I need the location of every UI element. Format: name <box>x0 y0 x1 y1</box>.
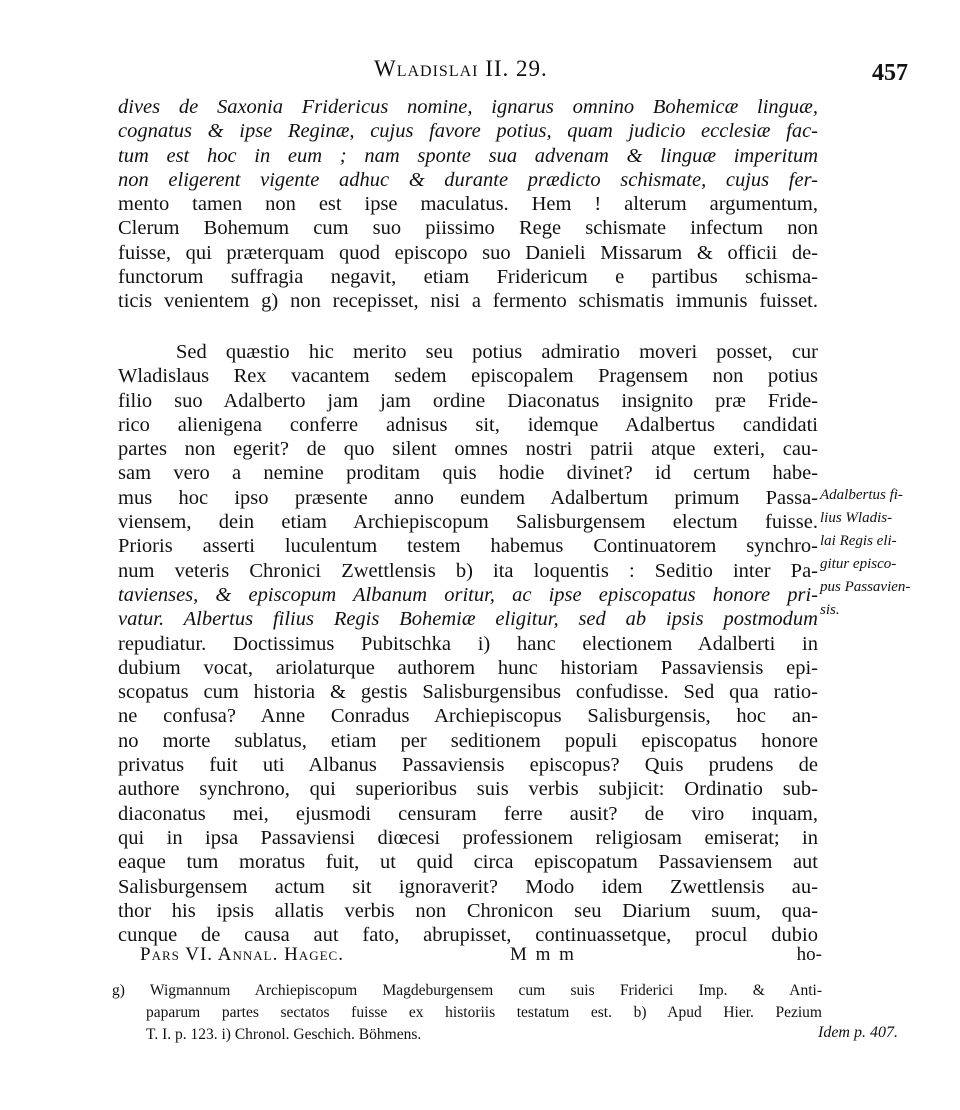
footnote-margin-ref: Idem p. 407. <box>818 1024 898 1041</box>
text-line: eaque tum moratus fuit, ut quid circa episcopatum Passaviensem aut <box>118 851 818 874</box>
text-line: viensem, dein etiam Archiepiscopum Salisburgensem electum fuisse. <box>118 511 818 534</box>
text-line: rico alienigena conferre adnisus sit, idemque Adalbertus candidati <box>118 413 818 436</box>
text-line: cunque de causa aut fato, abrupisset, continuassetque, procul dubio <box>118 924 818 947</box>
footnote-line: g) Wigmannum Archiepiscopum Magdeburgensem cum suis Friderici Imp. & Anti- <box>112 982 822 999</box>
text-line: ticis venientem g) non recepisset, nisi a fermento schismatis immunis fuisset. <box>118 290 818 313</box>
text-line: repudiatur. Doctissimus Pubitschka i) hanc electionem Adalberti in <box>118 632 818 655</box>
text-line: filio suo Adalberto jam jam ordine Diaconatus insignito præ Fride- <box>118 389 818 412</box>
text-line: privatus fuit uti Albanus Passaviensis episcopus? Quis prudens de <box>118 754 818 777</box>
footnotes <box>112 980 822 1046</box>
page-header <box>118 56 908 90</box>
text-line: functorum suffragia negavit, etiam Fridericum e partibus schisma- <box>118 266 818 289</box>
text-line: Clerum Bohemum cum suo piissimo Rege schismate infectum non <box>118 217 818 240</box>
margin-line: sis. <box>820 602 840 618</box>
text-line: sam vero a nemine proditam quis hodie divinet? id certum habe- <box>118 462 818 485</box>
text-line: diaconatus mei, ejusmodi censuram ferre ausit? de viro inquam, <box>118 802 818 825</box>
text-line: Prioris asserti luculentum testem habemus Continuatorem synchro- <box>118 535 818 558</box>
text-line: Salisburgensem actum sit ignoraverit? Modo idem Zwettlensis au- <box>118 875 818 898</box>
margin-line: gitur episco- <box>820 556 897 572</box>
text-line: non eligerent vigente adhuc & durante prædicto schismate, cujus fer- <box>118 168 818 191</box>
text-line: mento tamen non est ipse maculatus. Hem ! alterum argumentum, <box>118 193 818 216</box>
margin-line: lai Regis eli- <box>820 533 897 549</box>
text-line: cognatus & ipse Reginæ, cujus favore potius, quam judicio ecclesiæ fac- <box>118 120 818 143</box>
text-line: tavienses, & episcopum Albanum oritur, ac ipse episcopatus honore pri- <box>118 583 818 606</box>
marginal-note <box>820 484 930 622</box>
text-line: vatur. Albertus filius Regis Bohemiæ eligitur, sed ab ipsis postmodum <box>118 608 818 631</box>
text-line: Wladislaus Rex vacantem sedem episcopalem Pragensem non potius <box>118 365 818 388</box>
text-line: authore synchrono, qui superioribus suis verbis subjicit: Ordinatio sub- <box>118 778 818 801</box>
text-line: tum est hoc in eum ; nam sponte sua advenam & linguæ imperitum <box>118 144 818 167</box>
margin-line: lius Wladis- <box>820 510 893 526</box>
running-head: Wladislai II. 29. <box>374 56 548 81</box>
signature-line <box>118 944 822 970</box>
text-line: dives de Saxonia Fridericus nomine, ignarus omnino Bohemicæ linguæ, <box>118 96 818 118</box>
catchword: ho- <box>796 944 822 965</box>
text-line: Sed quæstio hic merito seu potius admiratio moveri posset, cur <box>176 341 818 363</box>
margin-line: pus Passavien- <box>820 579 911 595</box>
signature-title: Pars VI. Annal. Hagec. <box>140 944 344 965</box>
text-line: scopatus cum historia & gestis Salisburgensibus confudisse. Sed qua ratio- <box>118 681 818 704</box>
page-number: 457 <box>872 60 908 86</box>
footnote-line: T. I. p. 123. i) Chronol. Geschich. Böhmens. <box>146 1026 422 1043</box>
text-line: qui in ipsa Passaviensi diœcesi professionem religiosam emiserat; in <box>118 826 818 849</box>
signature-mark: M m m <box>510 944 576 965</box>
text-line: num veteris Chronici Zwettlensis b) ita loquentis : Seditio inter Pa- <box>118 559 818 582</box>
margin-line: Adalbertus fi- <box>820 487 903 503</box>
text-line: dubium vocat, ariolaturque authorem hunc historiam Passaviensis epi- <box>118 656 818 679</box>
text-line: thor his ipsis allatis verbis non Chronicon seu Diarium suum, qua- <box>118 899 818 922</box>
text-line: ne confusa? Anne Conradus Archiepiscopus Salisburgensis, hoc an- <box>118 705 818 728</box>
text-line: partes non egerit? de quo silent omnes nostri patrii atque exteri, cau- <box>118 438 818 461</box>
text-line: no morte sublatus, etiam per seditionem populi episcopatus honore <box>118 729 818 752</box>
text-line: fuisse, qui præterquam quod episcopo suo Danieli Missarum & officii de- <box>118 241 818 264</box>
footnote-line: paparum partes sectatos fuisse ex historiis testatum est. b) Apud Hier. Pezium <box>146 1004 822 1021</box>
paragraph-2 <box>118 340 818 947</box>
text-line: mus hoc ipso præsente anno eundem Adalbertum primum Passa- <box>118 486 818 509</box>
paragraph-1 <box>118 95 818 314</box>
